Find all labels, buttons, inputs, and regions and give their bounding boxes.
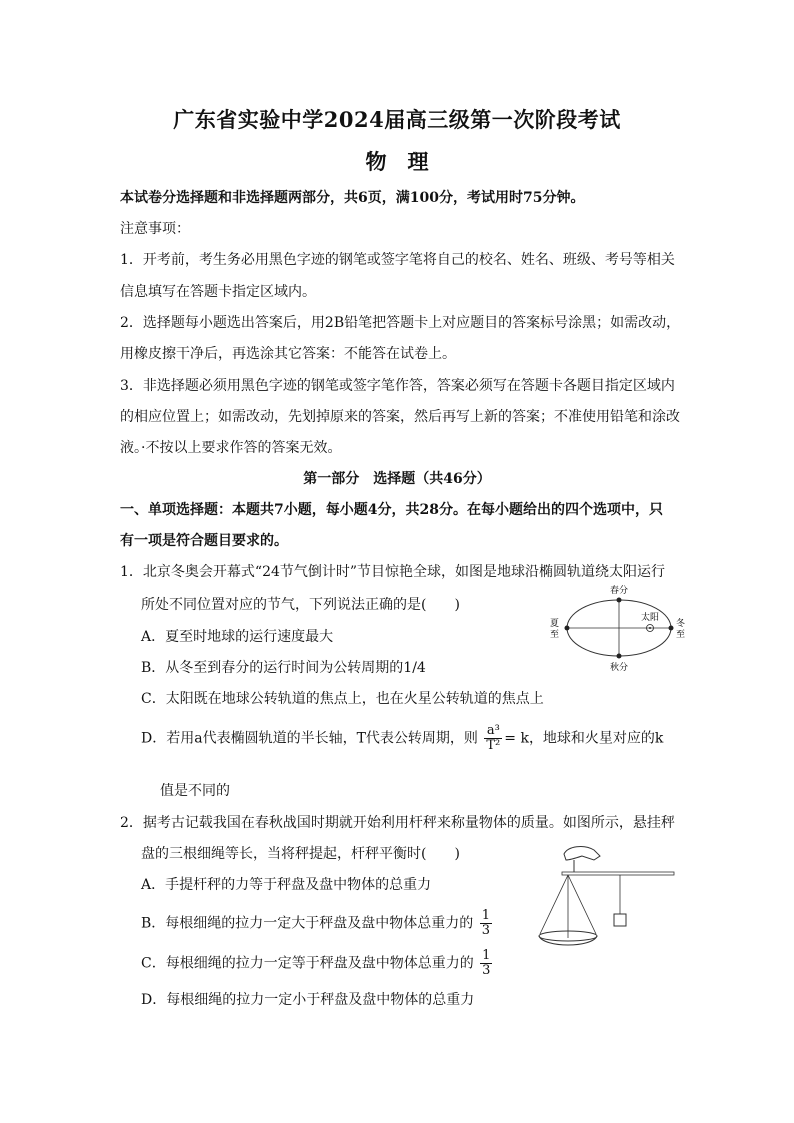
label-summer-2: 至 <box>550 630 560 640</box>
q2-option-b-fraction <box>480 909 492 938</box>
fraction-numerator: 1 <box>481 908 491 923</box>
fraction-denominator: 3 <box>481 923 491 938</box>
q1-option-d <box>141 724 701 753</box>
note-3-line-2: 的相应位置上；如需改动，先划掉原来的答案，然后再写上新的答案；不准使用铅笔和涂改 <box>120 409 680 425</box>
q1-option-c: C．太阳既在地球公转轨道的焦点上，也在火星公转轨道的焦点上 <box>141 691 544 707</box>
note-3-line-1: 3．非选择题必须用黑色字迹的钢笔或签字笔作答，答案必须写在答题卡各题目指定区域内 <box>120 378 675 394</box>
steelyard-diagram <box>536 840 676 952</box>
q2-stem-line-2: 盘的三根细绳等长，当将秤提起，杆秤平衡时( ) <box>141 846 460 862</box>
q1-option-d-line-2: 值是不同的 <box>160 783 230 799</box>
q2-option-a: A．手提杆秤的力等于秤盘及盘中物体的总重力 <box>141 877 432 893</box>
orbit-diagram <box>548 582 694 674</box>
subject-title: 物 理 <box>365 149 429 174</box>
label-winter-1: 冬 <box>676 619 686 629</box>
label-winter-2: 至 <box>676 630 686 640</box>
section-1-line-1: 一、单项选择题：本题共7小题，每小题4分，共28分。在每小题给出的四个选项中，只 <box>120 502 663 518</box>
part1-heading: 第一部分 选择题（共46分） <box>303 471 491 487</box>
q2-option-c <box>141 949 701 978</box>
note-1-line-2: 信息填写在答题卡指定区域内。 <box>120 284 316 300</box>
q1-formula-denominator: T² <box>486 738 501 753</box>
exam-title: 广东省实验中学2024届高三级第一次阶段考试 <box>173 107 621 132</box>
q1-option-b: B．从冬至到春分的运行时间为公转周期的1/4 <box>141 660 426 676</box>
label-autumn: 秋分 <box>609 663 629 673</box>
note-2-line-2: 用橡皮擦干净后，再选涂其它答案：不能答在试卷上。 <box>120 346 456 362</box>
label-sun: 太阳 <box>641 613 660 623</box>
notes-heading: 注意事项： <box>120 221 190 237</box>
q2-option-d: D．每根细绳的拉力一定小于秤盘及盘中物体的总重力 <box>141 992 475 1008</box>
autumn-equinox-point <box>617 654 622 659</box>
q1-stem-line-1: 1．北京冬奥会开幕式“24节气倒计时”节目惊艳全球，如图是地球沿椭圆轨道绕太阳运行 <box>120 564 666 580</box>
q2-option-c-fraction <box>480 949 492 978</box>
q1-stem-line-2: 所处不同位置对应的节气，下列说法正确的是( ) <box>141 597 460 613</box>
note-1-line-1: 1．开考前，考生务必用黑色字迹的钢笔或签字笔将自己的校名、姓名、班级、考号等相关 <box>120 252 675 268</box>
counterweight <box>614 914 626 926</box>
q1-formula-fraction <box>484 724 502 753</box>
beam <box>562 872 674 875</box>
section-1-line-2: 有一项是符合题目要求的。 <box>120 533 288 549</box>
hand-icon <box>564 847 600 860</box>
label-spring: 春分 <box>609 586 629 596</box>
q1-option-a: A．夏至时地球的运行速度最大 <box>141 629 334 645</box>
q1-formula-numerator: a³ <box>484 724 502 739</box>
winter-solstice-point <box>669 626 674 631</box>
q1-option-d-tail: ，地球和火星对应的k <box>528 730 664 747</box>
label-summer-1: 夏 <box>550 619 560 629</box>
q2-stem-line-1: 2．据考古记载我国在春秋战国时期就开始利用杆秤来称量物体的质量。如图所示，悬挂秤 <box>120 815 675 831</box>
q2-option-c-text: C．每根细绳的拉力一定等于秤盘及盘中物体总重力的 <box>141 955 474 972</box>
exam-intro: 本试卷分选择题和非选择题两部分，共6页，满100分，考试用时75分钟。 <box>120 190 585 206</box>
note-2-line-1: 2．选择题每小题选出答案后，用2B铅笔把答题卡上对应题目的答案标号涂黑；如需改动， <box>120 315 681 331</box>
summer-solstice-point <box>565 626 570 631</box>
q2-option-b-text: B．每根细绳的拉力一定大于秤盘及盘中物体总重力的 <box>141 915 474 932</box>
q1-formula-equals: = k <box>504 730 529 747</box>
note-3-line-3: 液。·不按以上要求作答的答案无效。 <box>120 440 342 456</box>
spring-equinox-point <box>617 598 622 603</box>
fraction-numerator: 1 <box>482 948 491 963</box>
fraction-denominator: 3 <box>482 963 491 978</box>
q1-option-d-text: D．若用a代表椭圆轨道的半长轴，T代表公转周期，则 <box>141 730 478 747</box>
